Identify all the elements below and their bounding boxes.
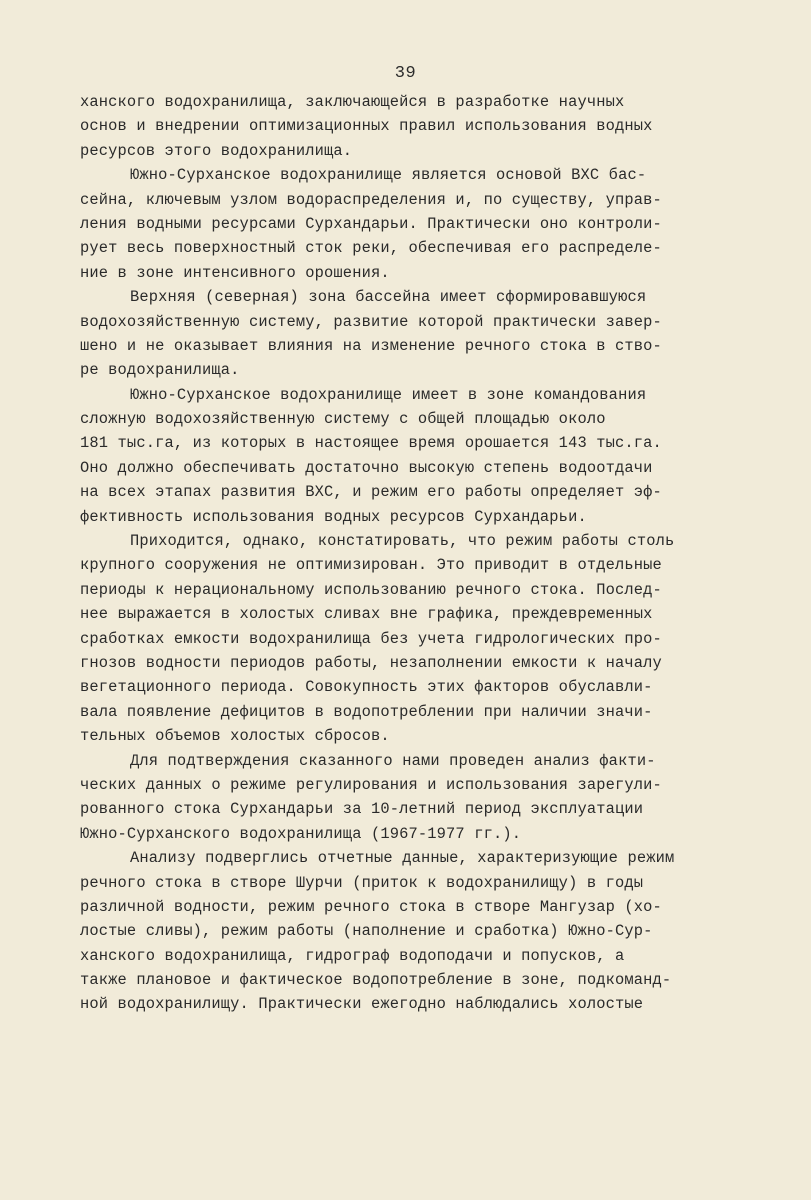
text-line: ре водохранилища. [80,361,240,380]
text-line: Южно-Сурханское водохранилище имеет в зоне командования [130,385,647,404]
text-line: фективность использования водных ресурсов Сурхандарьи. [80,507,587,526]
text-line: периоды к нерациональному использованию речного стока. Послед- [80,580,662,599]
text-line: нее выражается в холостых сливах вне графика, преждевременных [80,605,653,624]
text-line: различной водности, режим речного стока в створе Мангузар (хо- [80,897,662,916]
text-line: Южно-Сурханское водохранилище является основой ВХС бас- [130,166,647,185]
text-line: Оно должно обеспечивать достаточно высокую степень водоотдачи [80,458,653,477]
text-line: Южно-Сурханского водохранилища (1967-1977 гг.). [80,824,522,843]
text-line: речного стока в створе Шурчи (приток к водохранилищу) в годы [80,873,644,892]
page-number: 39 [394,64,417,83]
text-line: сложную водохозяйственную систему с общей площадью около [80,410,606,429]
text-line: тельных объемов холостых сбросов. [80,727,390,746]
text-line: на всех этапах развития ВХС, и режим его работы определяет эф- [80,483,662,502]
text-line: ханского водохранилища, гидрограф водоподачи и попусков, а [80,946,625,965]
text-line: вала появление дефицитов в водопотреблении при наличии значи- [80,702,653,721]
text-line: крупного сооружения не оптимизирован. Это приводит в отдельные [80,556,662,575]
text-line: ние в зоне интенсивного орошения. [80,263,390,282]
text-line: лостые сливы), режим работы (наполнение и сработка) Южно-Сур- [80,922,653,941]
text-line: шено и не оказывает влияния на изменение речного стока в ство- [80,336,662,355]
text-line: ления водными ресурсами Сурхандарьи. Практически оно контроли- [80,214,662,233]
text-line: рованного стока Сурхандарьи за 10-летний период эксплуатации [80,800,644,819]
text-line: водохозяйственную систему, развитие которой практически завер- [80,312,662,331]
text-line: ресурсов этого водохранилища. [80,141,353,160]
text-line: 181 тыс.га, из которых в настоящее время орошается 143 тыс.га. [80,434,662,453]
text-line: сейна, ключевым узлом водораспределения и, по существу, управ- [80,190,662,209]
text-line: вегетационного периода. Совокупность этих факторов обуславли- [80,678,653,697]
text-line: Верхняя (северная) зона бассейна имеет сформировавшуюся [130,288,647,307]
text-line: сработках емкости водохранилища без учета гидрологических про- [80,629,662,648]
text-line: Приходится, однако, констатировать, что режим работы столь [130,532,675,551]
text-line: ческих данных о режиме регулирования и использования зарегули- [80,775,662,794]
text-line: рует весь поверхностный сток реки, обеспечивая его распределе- [80,239,662,258]
text-line: Анализу подверглись отчетные данные, характеризующие режим [130,849,675,868]
text-line: также плановое и фактическое водопотребление в зоне, подкоманд- [80,971,672,990]
text-line: Для подтверждения сказанного нами проведен анализ факти- [130,751,656,770]
text-line: гнозов водности периодов работы, незаполнении емкости к началу [80,653,662,672]
text-line: основ и внедрении оптимизационных правил использования водных [80,117,653,136]
body-text [80,90,760,1017]
text-line: ханского водохранилища, заключающейся в разработке научных [80,93,625,111]
text-line: ной водохранилищу. Практически ежегодно наблюдались холостые [80,995,644,1014]
